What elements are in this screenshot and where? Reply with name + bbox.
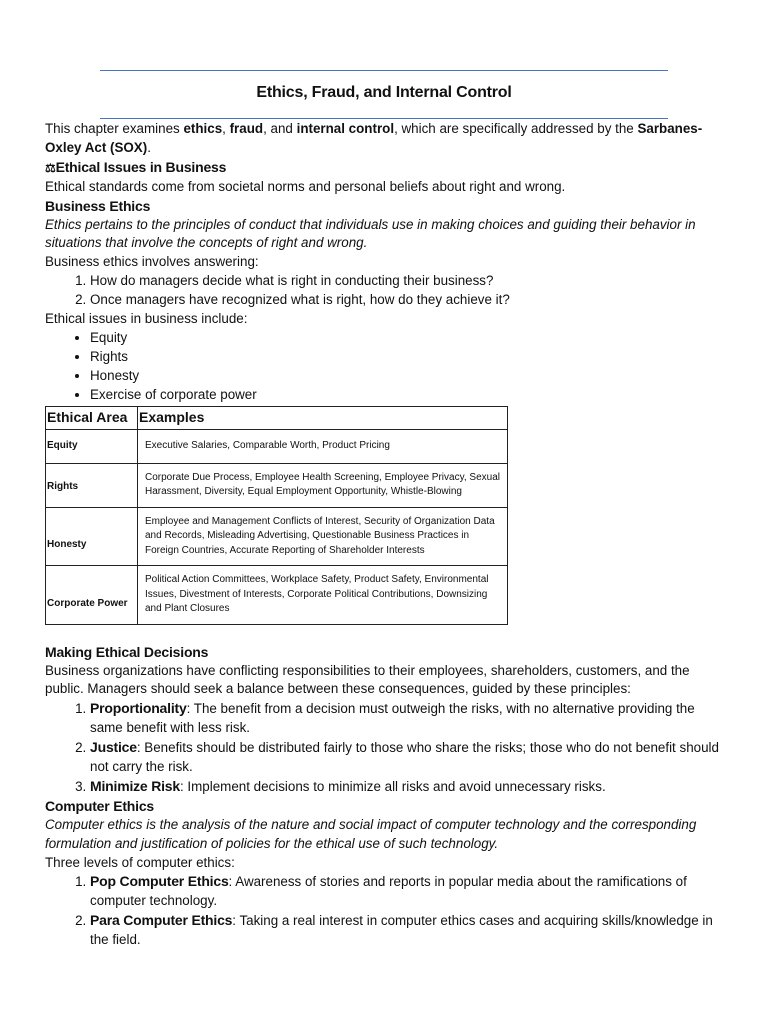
list-item [90,738,725,777]
area-cell: Rights [46,463,138,507]
intro-text: . [147,139,151,155]
principle-desc: : The benefit from a decision must outweigh the risks, with no alternative providing the same benefit with less risk. [90,701,695,736]
intro-text: , which are specifically addressed by the [394,121,638,136]
examples-cell: Employee and Management Conflicts of Interest, Security of Organization Data and Records, Misleading Advertising, Questionable Business Practices in Foreign Countries, Accurate Reporting of Shareholder Interests [138,507,508,566]
list-item: 1. How do managers decide what is right in conducting their business? [90,272,725,291]
list-item [90,911,725,950]
document-body [45,120,725,950]
table-row [46,429,508,463]
list-item: • Exercise of corporate power [90,386,725,405]
list-item: 2. Once managers have recognized what is right, how do they achieve it? [90,291,725,310]
table-row [46,566,508,625]
business-ethics-definition: Ethics pertains to the principles of conduct that individuals use in making choices and guiding their behavior in situations that involve the concepts of right and wrong. [45,216,696,251]
term-sox: Sarbanes-Oxley Act (SOX) [45,121,703,155]
levels-intro: Three levels of computer ethics: [45,854,235,870]
list-item [90,777,725,797]
issues-list [45,329,725,405]
computer-ethics-definition: Computer ethics is the analysis of the nature and social impact of computer technology and the corresponding formulation and justification of policies for the ethical use of such technology. [45,816,697,851]
questions-list [45,272,725,310]
term-fraud: fraud [229,121,264,136]
area-cell: Corporate Power [46,566,138,625]
principle-desc: : Implement decisions to minimize all risks and avoid unnecessary risks. [179,778,606,794]
list-item: • Honesty [90,367,725,386]
business-ethics-involves: Business ethics involves answering: [45,254,259,270]
principle-term: Minimize Risk [90,777,180,794]
column-header: Ethical Area [46,406,138,429]
list-item [90,872,725,911]
list-item: • Equity [90,329,725,348]
heading-ethical-issues [45,158,725,178]
level-term: Pop Computer Ethics [90,873,229,890]
heading-computer-ethics: Computer Ethics [45,797,155,814]
table-row [46,507,508,566]
intro-separator: , [222,121,230,136]
column-header: Examples [138,406,508,429]
principle-desc: : Benefits should be distributed fairly to those who share the risks; those who do not benefit should not carry the risk. [90,740,719,775]
area-cell: Equity [46,429,138,463]
examples-cell: Corporate Due Process, Employee Health Screening, Employee Privacy, Sexual Harassment, Diversity, Equal Employment Opportunity, Whistle-Blowing [138,463,508,507]
table-row [46,463,508,507]
table-header-row [46,406,508,429]
title-top-rule [100,70,668,71]
page-title: Ethics, Fraud, and Internal Control [256,84,512,101]
heading-business-ethics: Business Ethics [45,197,151,214]
term-internal-control: internal control [296,121,395,136]
heading-making-decisions: Making Ethical Decisions [45,643,209,660]
level-term: Para Computer Ethics [90,912,233,929]
intro-text: This chapter examines [45,121,184,136]
principle-term: Proportionality [90,700,187,717]
level-desc: : Awareness of stories and reports in popular media about the ramifications of computer technology. [90,874,687,909]
list-item: • Rights [90,348,725,367]
decisions-text: Business organizations have conflicting responsibilities to their employees, shareholders, customers, and the public. Managers should seek a balance between these consequences, guided by these principles: [45,662,690,697]
principle-term: Justice [90,739,137,756]
area-cell: Honesty [46,507,138,566]
level-desc: : Taking a real interest in computer ethics cases and acquiring skills/knowledge in the field. [90,913,713,948]
ethical-issues-text: Ethical standards come from societal norms and personal beliefs about right and wrong. [45,178,566,194]
heading-text: Ethical Issues in Business [55,158,227,175]
examples-cell: Political Action Committees, Workplace Safety, Product Safety, Environmental Issues, Divestment of Interests, Corporate Political Contributions, Downsizing and Plant Closures [138,566,508,625]
title-bottom-rule [100,118,668,119]
principles-list [45,699,725,797]
scales-icon: ⚖ [45,160,56,175]
intro-paragraph [45,120,725,158]
intro-separator: , and [263,121,297,136]
issues-intro: Ethical issues in business include: [45,311,248,327]
levels-list [45,872,725,950]
ethical-areas-table [45,406,508,625]
list-item [90,699,725,738]
examples-cell: Executive Salaries, Comparable Worth, Product Pricing [138,429,508,463]
term-ethics: ethics [183,121,223,136]
